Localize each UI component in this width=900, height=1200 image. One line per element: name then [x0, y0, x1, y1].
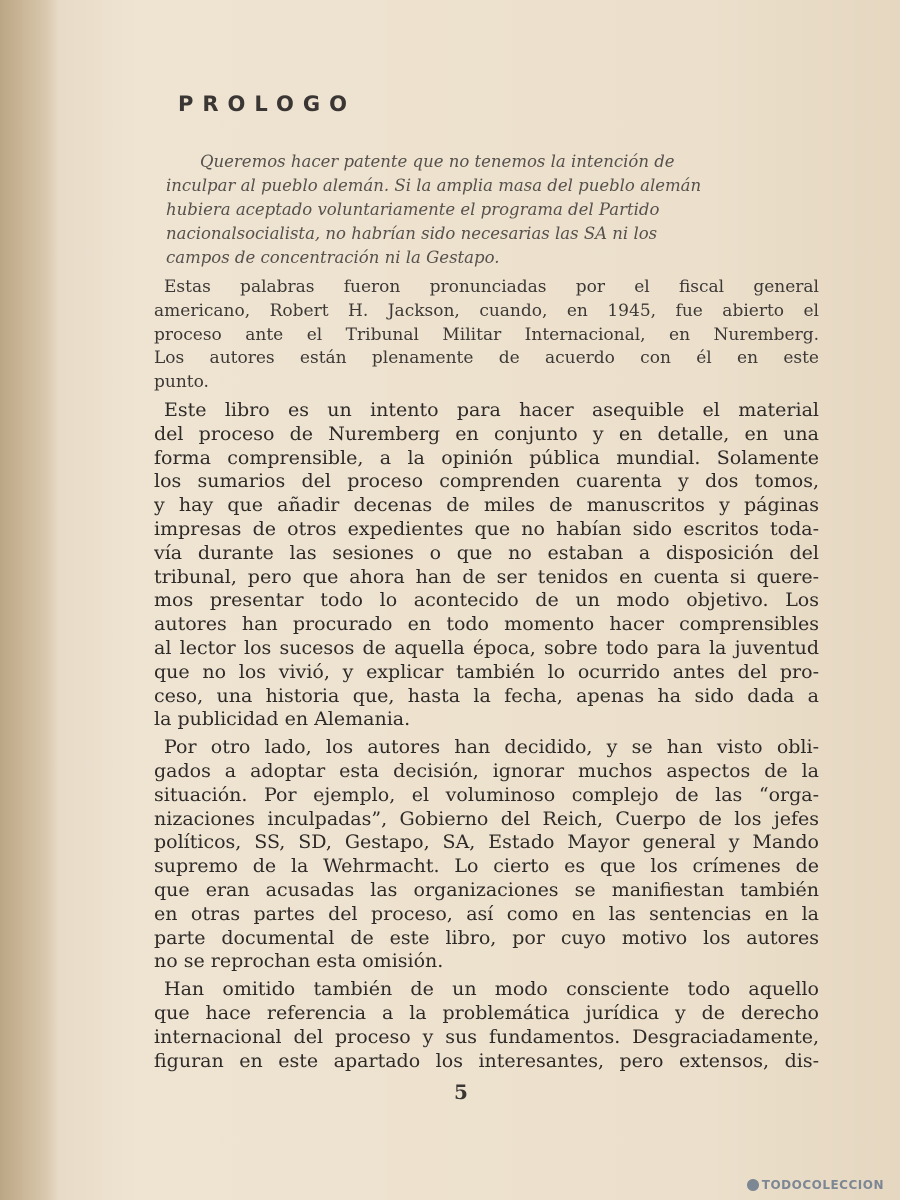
text-line: Los autores están plenamente de acuerdo con él en este [154, 348, 819, 369]
text-line: autores han procurado en todo momento hacer comprensibles [154, 613, 819, 636]
text-line: supremo de la Wehrmacht. Lo cierto es que los crímenes de [154, 855, 819, 878]
text-line: políticos, SS, SD, Gestapo, SA, Estado Mayor general y Mando [154, 831, 819, 854]
page-number: 5 [454, 1080, 468, 1104]
text-line: situación. Por ejemplo, el voluminoso complejo de las “orga- [154, 783, 819, 806]
text-line: que eran acusadas las organizaciones se manifiestan también [154, 878, 819, 901]
paragraph-1 [154, 276, 819, 395]
text-line: al lector los sucesos de aquella época, sobre todo para la juventud [154, 636, 819, 659]
page-gutter-shadow [0, 0, 58, 1200]
epigraph-line: hubiera aceptado voluntariamente el programa del Partido [166, 200, 660, 219]
text-line: impresas de otros expedientes que no habían sido escritos toda- [154, 517, 819, 540]
text-line: Por otro lado, los autores han decidido, y se han visto obli- [164, 736, 819, 759]
text-line: del proceso de Nuremberg en conjunto y en detalle, en una [154, 422, 819, 445]
text-line: en otras partes del proceso, así como en las sentencias en la [154, 902, 819, 925]
text-line: punto. [154, 372, 209, 393]
watermark-text: TODOCOLECCION [761, 1178, 884, 1192]
text-line: gados a adoptar esta decisión, ignorar muchos aspectos de la [154, 759, 819, 782]
text-line: mos presentar todo lo acontecido de un modo objetivo. Los [154, 589, 819, 612]
text-line: los sumarios del proceso comprenden cuarenta y dos tomos, [154, 470, 819, 493]
watermark-logo-icon [747, 1179, 759, 1191]
text-line: Han omitido también de un modo consciente todo aquello [164, 978, 819, 1001]
text-line: Este libro es un intento para hacer asequible el material [164, 398, 819, 421]
text-line: nizaciones inculpadas”, Gobierno del Reich, Cuerpo de los jefes [154, 807, 819, 830]
epigraph-line: campos de concentración ni la Gestapo. [166, 248, 500, 267]
chapter-heading: PROLOGO [178, 92, 356, 116]
text-line: no se reprochan esta omisión. [154, 950, 444, 973]
paragraph-2 [154, 399, 819, 732]
text-line: que no los vivió, y explicar también lo ocurrido antes del pro- [154, 660, 819, 683]
epigraph-line: Queremos hacer patente que no tenemos la intención de [200, 152, 675, 171]
watermark [747, 1178, 884, 1192]
text-line: que hace referencia a la problemática jurídica y de derecho [154, 1001, 819, 1024]
text-line: americano, Robert H. Jackson, cuando, en 1945, fue abierto el [154, 300, 819, 321]
epigraph-quote [166, 150, 816, 270]
paragraph-4 [154, 978, 819, 1073]
text-line: vía durante las sesiones o que no estaban a disposición del [154, 541, 819, 564]
body-text [154, 276, 819, 1073]
epigraph-line: inculpar al pueblo alemán. Si la amplia masa del pueblo alemán [166, 176, 702, 195]
text-line: ceso, una historia que, hasta la fecha, apenas ha sido dada a [154, 684, 819, 707]
text-line: la publicidad en Alemania. [154, 708, 411, 731]
text-line: parte documental de este libro, por cuyo motivo los autores [154, 926, 819, 949]
text-line: proceso ante el Tribunal Militar Internacional, en Nuremberg. [154, 324, 819, 345]
text-line: tribunal, pero que ahora han de ser tenidos en cuenta si quere- [154, 565, 819, 588]
epigraph-line: nacionalsocialista, no habrían sido necesarias las SA ni los [166, 224, 658, 243]
text-line: y hay que añadir decenas de miles de manuscritos y páginas [154, 494, 819, 517]
text-line: figuran en este apartado los interesantes, pero extensos, dis- [154, 1049, 819, 1072]
text-line: internacional del proceso y sus fundamentos. Desgraciadamente, [154, 1025, 819, 1048]
text-line: Estas palabras fueron pronunciadas por el fiscal general [164, 277, 819, 297]
paragraph-3 [154, 736, 819, 974]
text-line: forma comprensible, a la opinión pública mundial. Solamente [154, 446, 819, 469]
